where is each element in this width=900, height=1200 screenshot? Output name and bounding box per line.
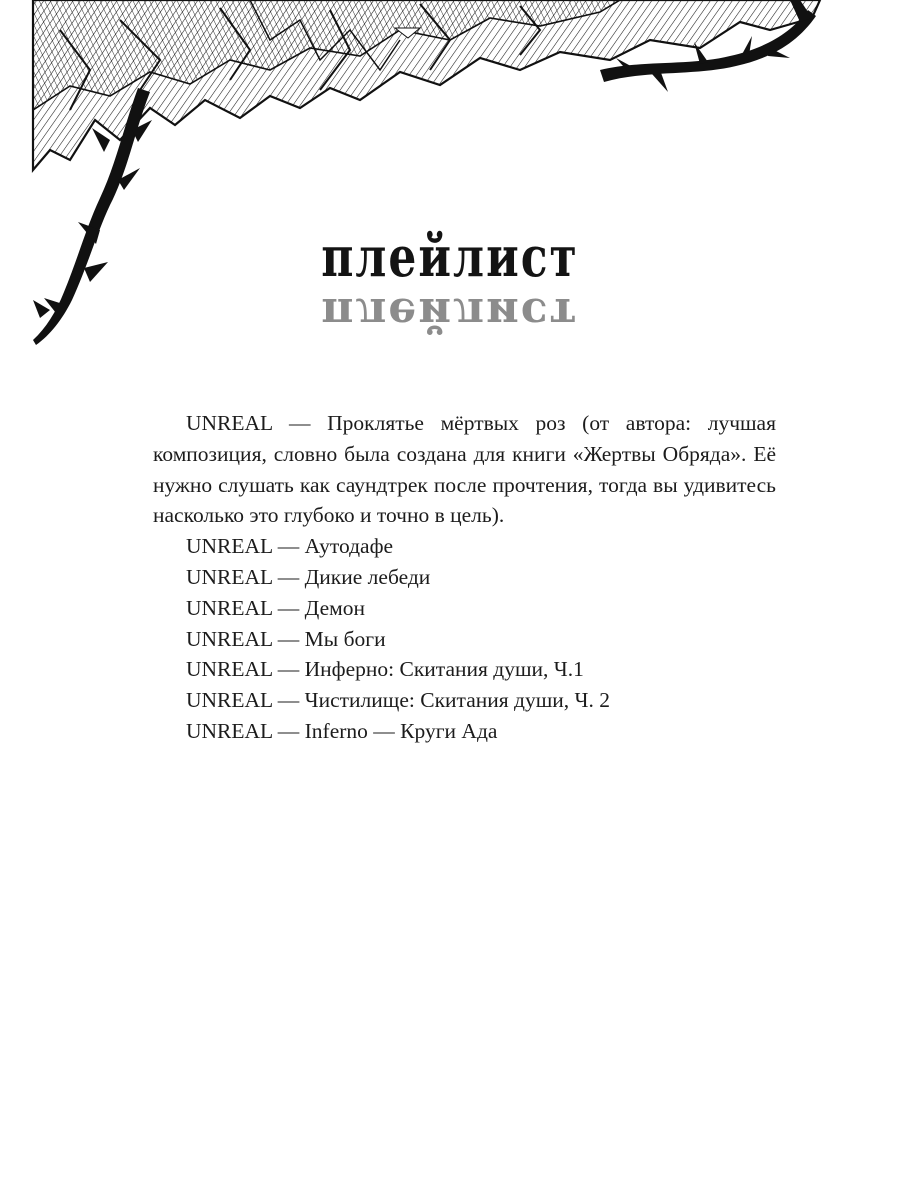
playlist-item: UNREAL — Проклятье мёртвых роз (от автора: лучшая композиция, словно была создана для книги «Жертвы Обряда». Её нужно слушать как саундтрек после прочтения, тогда вы удивитесь насколько это глубоко и точно в цель). bbox=[153, 411, 776, 528]
playlist-item: UNREAL — Аутодафе bbox=[186, 534, 394, 559]
playlist-item: UNREAL — Мы боги bbox=[186, 626, 386, 651]
playlist-item: UNREAL — Инферно: Скитания души, Ч.1 bbox=[186, 657, 584, 682]
playlist-item: UNREAL — Чистилище: Скитания души, Ч. 2 bbox=[186, 688, 610, 713]
page-title-reflection: плейлист bbox=[321, 288, 579, 339]
playlist-item: UNREAL — Дикие лебеди bbox=[186, 564, 431, 589]
page-title: плейлист bbox=[321, 226, 579, 290]
playlist-item: UNREAL — Inferno — Круги Ада bbox=[186, 718, 498, 743]
playlist-item: UNREAL — Демон bbox=[186, 595, 365, 620]
rock-band bbox=[33, 0, 820, 170]
playlist bbox=[153, 408, 776, 747]
